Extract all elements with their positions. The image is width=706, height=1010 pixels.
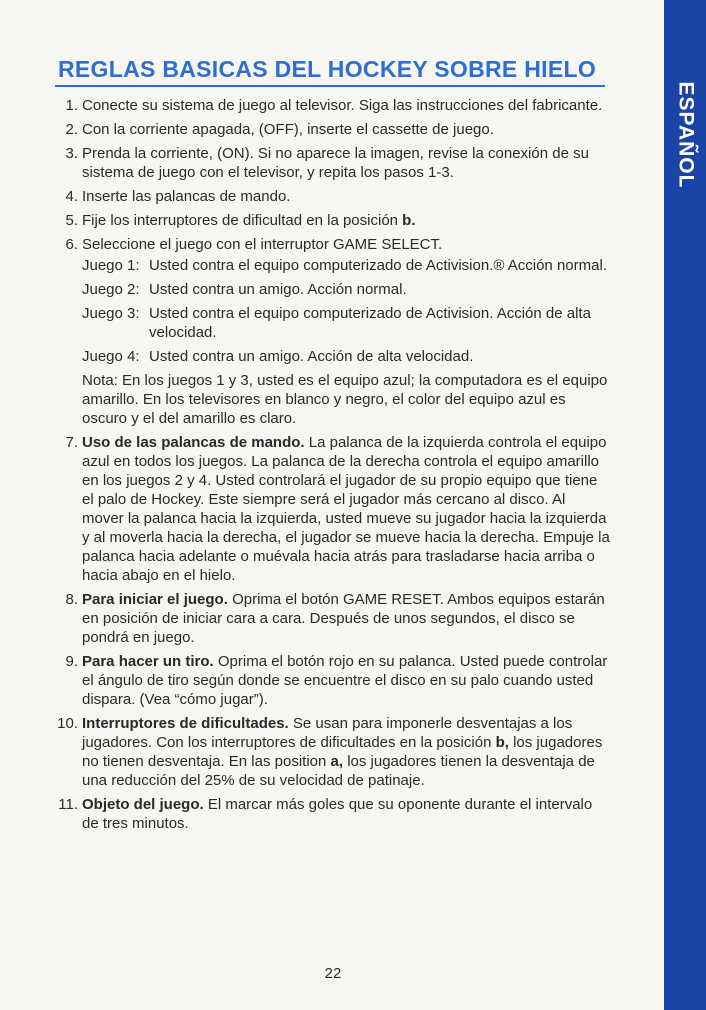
- item-heading: Interruptores de dificultades.: [82, 715, 289, 732]
- game-variations: [82, 256, 610, 428]
- item-text: Prenda la corriente, (ON). Si no aparece la imagen, revise la conexión de su sistema de juego con el televisor, y repita los pasos 1-3.: [82, 145, 589, 181]
- item-heading: Para iniciar el juego.: [82, 591, 228, 608]
- item-number: 6.: [65, 236, 78, 253]
- item-text: Oprima el botón rojo en su palanca. Usted puede controlar el ángulo de tiro según donde se encuentre el disco en su palo cuando usted dispara. (Vea “cómo jugar”).: [82, 653, 608, 708]
- item-number: 7.: [65, 434, 78, 451]
- item-text: Oprima el botón GAME RESET. Ambos equipos estarán en posición de iniciar cara a cara. Después de unos segundos, el disco se pondrá en juego.: [82, 591, 605, 646]
- game-label: Juego 1:: [82, 257, 140, 274]
- item-number: 8.: [65, 591, 78, 608]
- page-number: 22: [324, 965, 342, 982]
- item-text: Seleccione el juego con el interruptor GAME SELECT.: [82, 236, 443, 253]
- title-underline: [55, 85, 605, 87]
- item-number: 11.: [58, 796, 78, 813]
- language-label-text: ESPAÑOL: [674, 81, 697, 189]
- game-description: Usted contra un amigo. Acción de alta velocidad.: [149, 348, 474, 365]
- game-label: Juego 3:: [82, 305, 140, 322]
- game-label: Juego 2:: [82, 281, 140, 298]
- item-number: 1.: [65, 97, 78, 114]
- item-bold-text: a,: [330, 753, 344, 770]
- page-title: REGLAS BASICAS DEL HOCKEY SOBRE HIELO: [58, 56, 597, 82]
- item-heading: Objeto del juego.: [82, 796, 204, 813]
- list-item: [50, 211, 610, 230]
- game-variation: [82, 347, 610, 366]
- list-item: [50, 795, 610, 833]
- item-number: 3.: [65, 145, 78, 162]
- list-item: [50, 120, 610, 139]
- item-text: Se usan para imponerle desventajas a los jugadores. Con los interruptores de dificultades en la posición: [82, 715, 573, 751]
- list-item: [50, 144, 610, 182]
- item-number: 9.: [65, 653, 78, 670]
- rules-list: [50, 96, 610, 838]
- list-item: [50, 714, 610, 790]
- item-bold-text: b,: [495, 734, 509, 751]
- item-text: Fije los interruptores de dificultad en la posición: [82, 212, 403, 229]
- list-item: [50, 187, 610, 206]
- item-text: Inserte las palancas de mando.: [82, 188, 291, 205]
- list-item: [50, 96, 610, 115]
- item-text: Con la corriente apagada, (OFF), inserte el cassette de juego.: [82, 121, 494, 138]
- item-heading: Uso de las palancas de mando.: [82, 434, 305, 451]
- list-item: [50, 590, 610, 647]
- game-description: Usted contra un amigo. Acción normal.: [149, 281, 407, 298]
- game-label: Juego 4:: [82, 348, 140, 365]
- list-item: [50, 235, 610, 428]
- item-number: 2.: [65, 121, 78, 138]
- game-variation: [82, 256, 610, 275]
- game-description: Usted contra el equipo computerizado de Activision.® Acción normal.: [149, 257, 607, 274]
- item-text: El marcar más goles que su oponente durante el intervalo de tres minutos.: [82, 796, 593, 832]
- note-paragraph: Nota: En los juegos 1 y 3, usted es el equipo azul; la computadora es el equipo amarillo. En los televisores en blanco y negro, el color del equipo azul es oscuro y el del amarillo es claro.: [82, 372, 608, 427]
- item-number: 5.: [65, 212, 78, 229]
- game-variation: [82, 304, 610, 342]
- item-number: 4.: [65, 188, 78, 205]
- item-bold-text: b.: [402, 212, 416, 229]
- game-variation: [82, 280, 610, 299]
- item-text: los jugadores tienen la desventaja de una reducción del 25% de su velocidad de patinaje.: [82, 753, 595, 789]
- item-text: La palanca de la izquierda controla el equipo azul en todos los juegos. La palanca de la derecha controla el equipo amarillo en los juegos 2 y 4. Usted controlará el jugador de su propio equipo que tiene el palo de Hockey. Este siempre será el jugador más cercano al disco. Al mover la palanca hacia la izquierda, usted mueve su jugador hacia la izquierda y al moverla hacia la derecha, el jugador se mueve hacia la derecha. Empuje la palanca hacia adelante o muévala hacia atrás para trasladarse hacia arriba o hacia abajo en el hielo.: [82, 434, 610, 584]
- item-number: 10.: [57, 715, 78, 732]
- game-description: Usted contra el equipo computerizado de Activision. Acción de alta velocidad.: [149, 305, 591, 341]
- item-text: Conecte su sistema de juego al televisor. Siga las instrucciones del fabricante.: [82, 97, 603, 114]
- list-item: [50, 433, 610, 585]
- item-text: los jugadores no tienen desventaja. En las position: [82, 734, 603, 770]
- language-label: [664, 70, 706, 200]
- list-item: [50, 652, 610, 709]
- item-heading: Para hacer un tiro.: [82, 653, 214, 670]
